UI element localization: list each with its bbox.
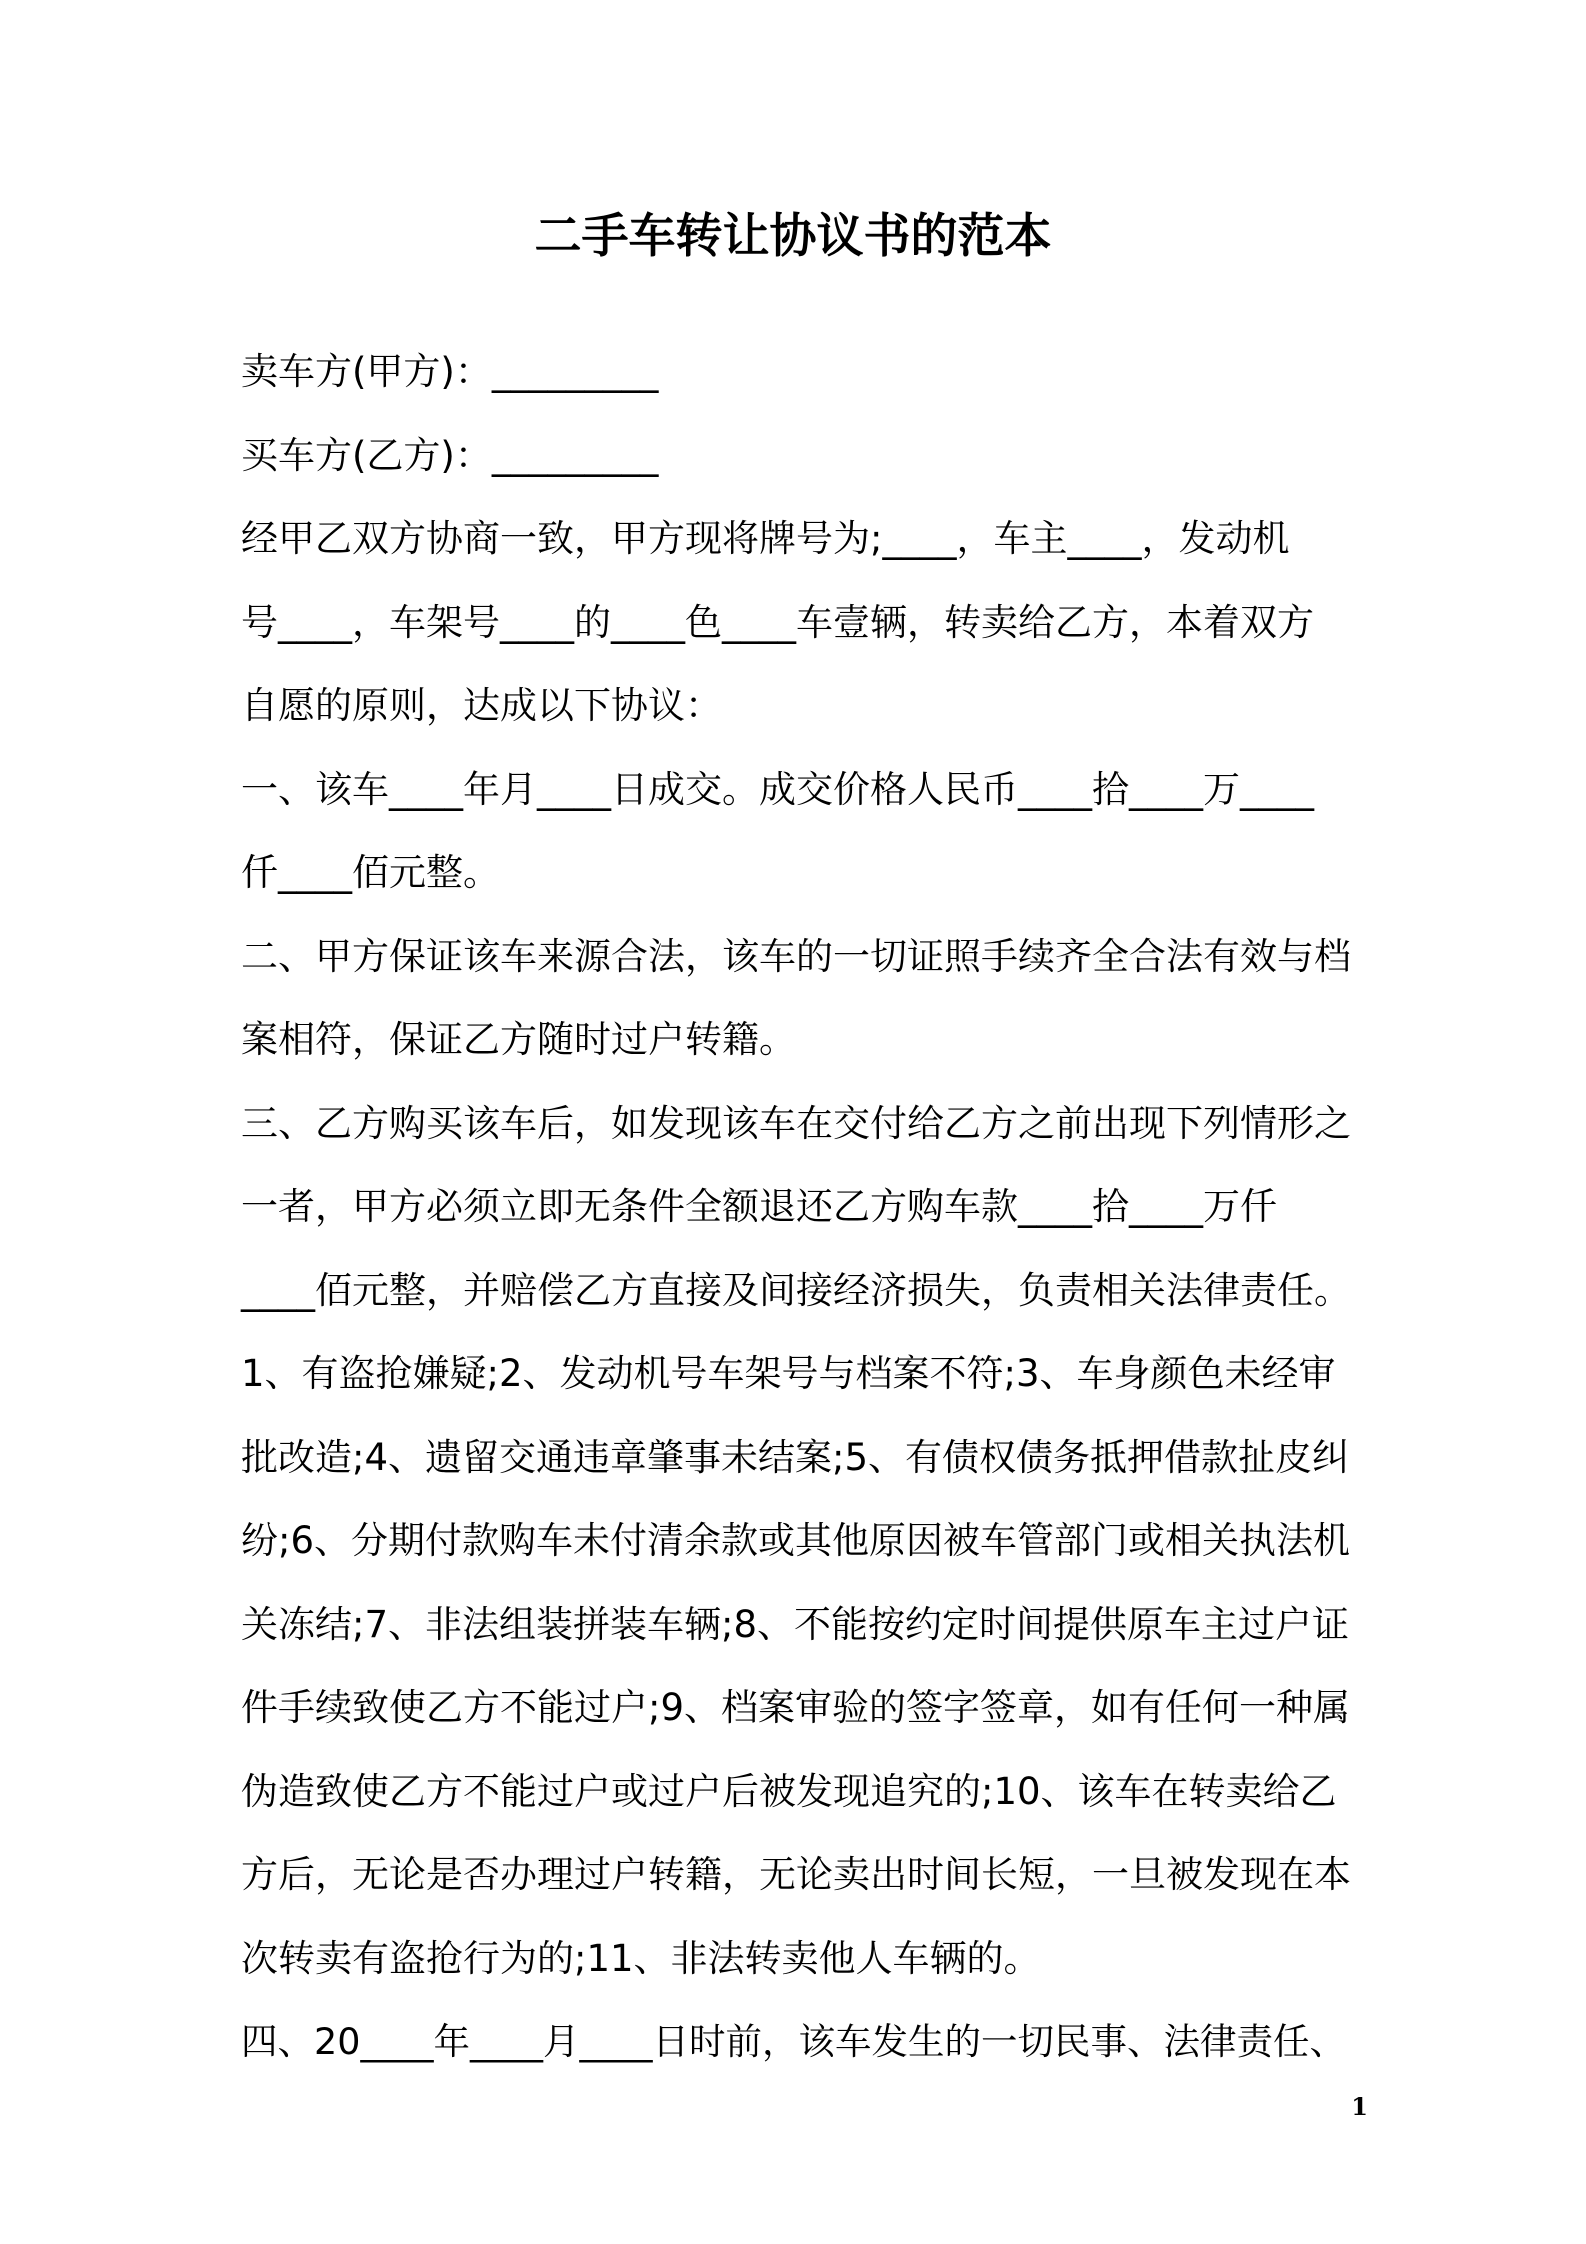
text-line: 号____，车架号____的____色____车壹辆，转卖给乙方，本着双方: [241, 600, 1314, 644]
text-line: 卖车方(甲方)：_________: [241, 350, 659, 393]
text-line: 买车方(乙方)：_________: [241, 433, 659, 477]
text-line: 伪造致使乙方不能过户或过户后被发现追究的;10、该车在转卖给乙: [241, 1769, 1337, 1813]
text-line: 二、甲方保证该车来源合法，该车的一切证照手续齐全合法有效与档: [241, 934, 1351, 978]
text-line: 三、乙方购买该车后，如发现该车在交付给乙方之前出现下列情形之: [241, 1101, 1351, 1145]
page-number: 1: [1351, 2092, 1368, 2121]
text-line: 批改造;4、遗留交通违章肇事未结案;5、有债权债务抵押借款扯皮纠: [241, 1435, 1350, 1479]
document-body: [241, 330, 1359, 2084]
text-line: 四、20____年____月____日时前，该车发生的一切民事、法律责任、: [241, 2020, 1346, 2063]
text-line: 案相符，保证乙方随时过户转籍。: [241, 1018, 796, 1061]
text-line: 经甲乙双方协商一致，甲方现将牌号为;____，车主____，发动机: [241, 517, 1290, 560]
text-line: 方后，无论是否办理过户转籍，无论卖出时间长短，一旦被发现在本: [241, 1853, 1351, 1896]
text-line: ____佰元整，并赔偿乙方直接及间接经济损失，负责相关法律责任。: [241, 1268, 1351, 1312]
text-line: 纷;6、分期付款购车未付清余款或其他原因被车管部门或相关执法机: [241, 1519, 1351, 1562]
document-title: 二手车转让协议书的范本: [534, 209, 1052, 264]
text-line: 次转卖有盗抢行为的;11、非法转卖他人车辆的。: [241, 1936, 1041, 1980]
text-line: 仟____佰元整。: [241, 851, 500, 894]
text-line: 1、有盗抢嫌疑;2、发动机号车架号与档案不符;3、车身颜色未经审: [241, 1352, 1336, 1395]
text-line: 一者，甲方必须立即无条件全额退还乙方购车款____拾____万仟: [241, 1185, 1277, 1228]
text-line: 自愿的原则，达成以下协议：: [241, 684, 722, 727]
text-line: 件手续致使乙方不能过户;9、档案审验的签字签章，如有任何一种属: [241, 1686, 1351, 1729]
text-line: 一、该车____年月____日成交。成交价格人民币____拾____万____: [241, 767, 1314, 811]
text-line: 关冻结;7、非法组装拼装车辆;8、不能按约定时间提供原车主过户证: [241, 1602, 1350, 1646]
